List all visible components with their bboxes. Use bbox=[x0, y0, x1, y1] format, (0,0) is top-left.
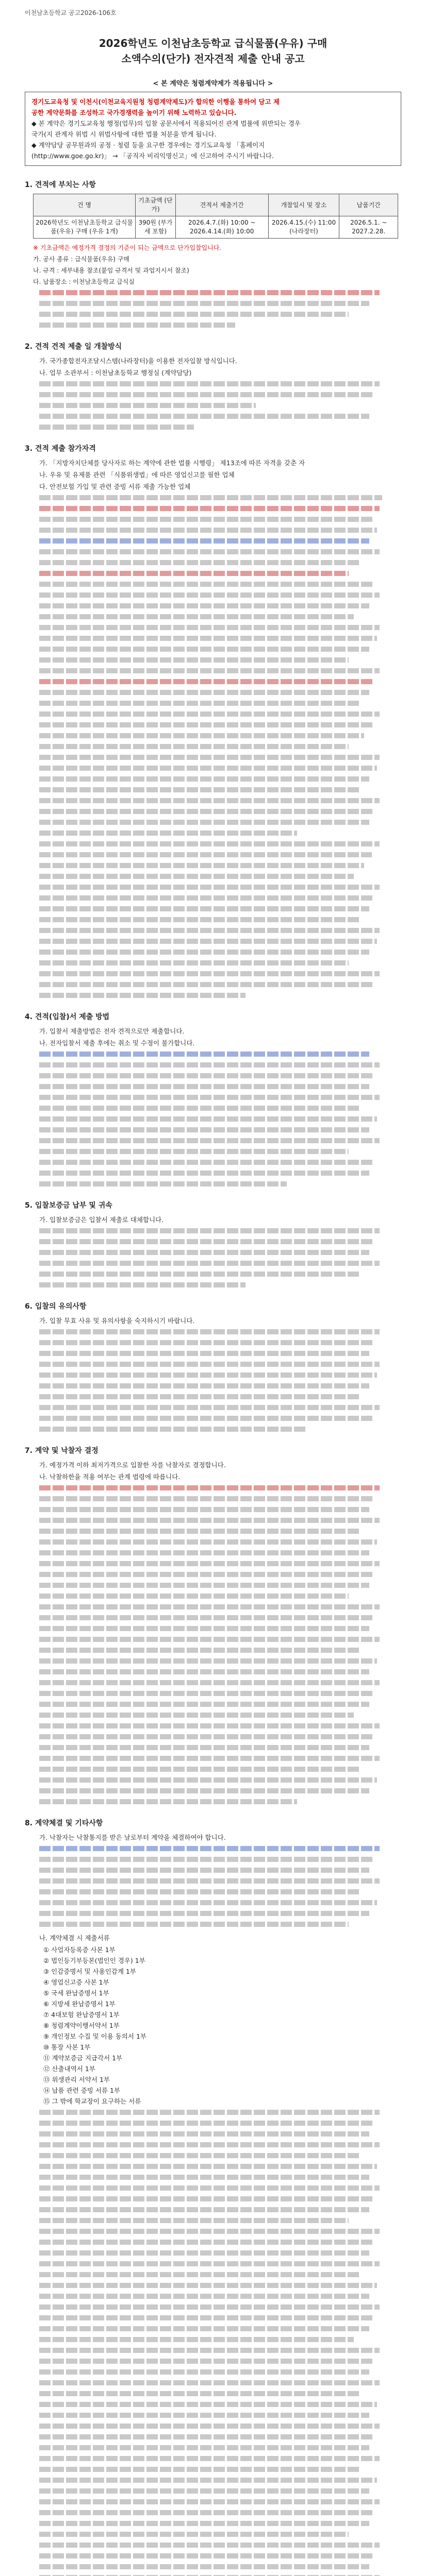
list-item: ⑬ 위생관리 서약서 1부 bbox=[43, 2076, 110, 2083]
section-heading: 2. 견적 견적 제출 일 개찰방식 bbox=[25, 343, 122, 351]
list-item: ⑩ 통장 사본 1부 bbox=[43, 2043, 91, 2051]
table-cell: 390원 (부가세 포함) bbox=[136, 216, 176, 239]
bid-info-table bbox=[33, 194, 398, 239]
table-header: 납품기간 bbox=[339, 194, 398, 216]
section-heading: 8. 계약체결 및 기타사항 bbox=[25, 1819, 103, 1827]
section-note: 다. 납품장소 : 이천남초등학교 급식실 bbox=[33, 278, 135, 285]
section-heading: 5. 입찰보증금 납부 및 귀속 bbox=[25, 1201, 112, 1210]
list-item: ⑫ 산출내역서 1부 bbox=[43, 2065, 95, 2073]
text-block bbox=[39, 1052, 401, 1187]
notice-line: ◆ 본 계약은 경기도교육청 행정(업무)의 입찰 공문서에서 적용되어진 관계 법률에 위반되는 경우 bbox=[31, 120, 301, 127]
section-heading: 7. 계약 및 낙찰자 결정 bbox=[25, 1447, 99, 1455]
paragraph: 가. 낙찰자는 낙찰통지를 받은 날로부터 계약을 체결하여야 합니다. bbox=[39, 1834, 226, 1841]
paragraph: 나. 낙찰하한율 적용 여부는 관계 법령에 따릅니다. bbox=[39, 1473, 181, 1481]
table-cell: 2026.5.1. ~ 2027.2.28. bbox=[339, 216, 398, 239]
table-cell: 2026.4.7.(화) 10:00 ~ 2026.4.14.(화) 10:00 bbox=[176, 216, 268, 239]
page-title: 2026학년도 이천남초등학교 급식물품(우유) 구매 bbox=[99, 37, 327, 49]
notice-line: (http://www.goe.go.kr)」 → 「공직자 비리익명신고」에 신고하여 주시기 바랍니다. bbox=[31, 152, 274, 160]
section-heading: 6. 입찰의 유의사항 bbox=[25, 1302, 87, 1311]
notice-line: 국가(지 관계자 위법 시 위법사항에 대한 법률 처분을 받게 됩니다. bbox=[31, 130, 217, 138]
integrity-notice-box bbox=[25, 92, 401, 166]
page-subtitle: 소액수의(단가) 전자견적 제출 안내 공고 bbox=[121, 53, 305, 65]
text-block bbox=[39, 2110, 401, 2576]
list-item: ① 사업자등록증 사본 1부 bbox=[43, 1946, 116, 1954]
section-note: ※ 기초금액은 예정가격 결정의 기준이 되는 금액으로 단가입찰입니다. bbox=[33, 244, 222, 251]
list-item: ⑪ 계약보증금 지급각서 1부 bbox=[43, 2054, 123, 2062]
text-block bbox=[39, 1846, 401, 1927]
paragraph: 나. 계약체결 시 제출서류 bbox=[39, 1934, 110, 1942]
list-item: ⑤ 국세 완납증명서 1부 bbox=[43, 1989, 109, 1997]
text-block bbox=[39, 1329, 401, 1432]
table-header: 건 명 bbox=[34, 194, 136, 216]
table-cell: 2026학년도 이천남초등학교 급식물품(우유) 구매 (우유 1개) bbox=[34, 216, 136, 239]
text-block bbox=[39, 290, 401, 328]
contract-tag: < 본 계약은 청렴계약제가 적용됩니다 > bbox=[153, 80, 273, 88]
section-heading: 4. 견적(입찰)서 제출 방법 bbox=[25, 1013, 110, 1021]
text-block bbox=[39, 381, 401, 430]
paragraph: 가. 입찰서 제출방법은 전자 견적으로만 제출합니다. bbox=[39, 1027, 185, 1035]
paragraph: 가. 국가종합전자조달시스템(나라장터)을 이용한 전자입찰 방식입니다. bbox=[39, 357, 237, 365]
table-row bbox=[34, 216, 398, 239]
paragraph: 가. 예정가격 이하 최저가격으로 입찰한 자를 낙찰자로 결정합니다. bbox=[39, 1461, 226, 1469]
paragraph: 나. 우유 및 유제품 관련 「식품위생법」에 따른 영업신고를 필한 업체 bbox=[39, 471, 235, 479]
table-header: 견적서 제출기간 bbox=[176, 194, 268, 216]
section-heading: 1. 견적에 부치는 사항 bbox=[25, 181, 96, 189]
section-note: 가. 공사 종류 : 급식물품(우유) 구매 bbox=[33, 256, 129, 263]
paragraph: 가. 「지방자치단체를 당사자로 하는 계약에 관한 법률 시행령」 제13조에 따른 자격을 갖춘 자 bbox=[39, 459, 305, 467]
list-item: ⑨ 개인정보 수집 및 이용 동의서 1부 bbox=[43, 2032, 146, 2040]
section-heading: 3. 견적 제출 참가자격 bbox=[25, 445, 96, 453]
list-item: ⑦ 4대보험 완납증명서 1부 bbox=[43, 2011, 120, 2019]
list-item: ② 법인등기부등본(법인인 경우) 1부 bbox=[43, 1957, 145, 1964]
list-item: ⑧ 청렴계약이행서약서 1부 bbox=[43, 2022, 120, 2029]
table-header: 개찰일시 및 장소 bbox=[268, 194, 339, 216]
notice-line: 경기도교육청 및 이천시(이천교육지원청 청렴계약제도)가 합의한 이행을 통하여 담고 제 bbox=[31, 98, 280, 106]
paragraph: 나. 업무 소관부서 : 이천남초등학교 행정실 (계약담당) bbox=[39, 369, 192, 377]
text-block bbox=[39, 1228, 401, 1287]
notice-line: ◆ 계약담당 공무원과의 공정 · 청렴 등을 요구한 경우에는 경기도교육청 「홈페이지 bbox=[31, 141, 265, 149]
paragraph: 가. 입찰 무효 사유 및 유의사항을 숙지하시기 바랍니다. bbox=[39, 1317, 195, 1325]
notice-line: 공한 계약문화를 조성하고 국가경쟁력을 높이기 위해 노력하고 있습니다. bbox=[31, 109, 237, 116]
paragraph: 다. 안전보험 가입 및 관련 증빙 서류 제출 가능한 업체 bbox=[39, 483, 191, 490]
text-block bbox=[39, 495, 401, 998]
list-item: ③ 인감증명서 및 사용인감계 1부 bbox=[43, 1968, 136, 1975]
section-note: 나. 규격 : 세부내용 참조(붙임 규격서 및 과업지시서 참조) bbox=[33, 267, 189, 274]
list-item: ④ 영업신고증 사본 1부 bbox=[43, 1978, 109, 1986]
paragraph: 나. 전자입찰서 제출 후에는 취소 및 수정이 불가합니다. bbox=[39, 1039, 195, 1047]
list-item: ⑮ 그 밖에 학교장이 요구하는 서류 bbox=[43, 2097, 141, 2105]
paragraph: 가. 입찰보증금은 입찰서 제출로 대체합니다. bbox=[39, 1216, 164, 1224]
notice-number: 이천남초등학교 공고2026-106호 bbox=[25, 9, 117, 16]
list-item: ⑥ 지방세 완납증명서 1부 bbox=[43, 2000, 116, 2008]
table-cell: 2026.4.15.(수) 11:00 (나라장터) bbox=[268, 216, 339, 239]
text-block bbox=[39, 1485, 401, 1804]
table-header: 기초금액 (단가) bbox=[136, 194, 176, 216]
table-header-row bbox=[34, 194, 398, 216]
list-item: ⑭ 납품 관련 증빙 서류 1부 bbox=[43, 2087, 120, 2094]
